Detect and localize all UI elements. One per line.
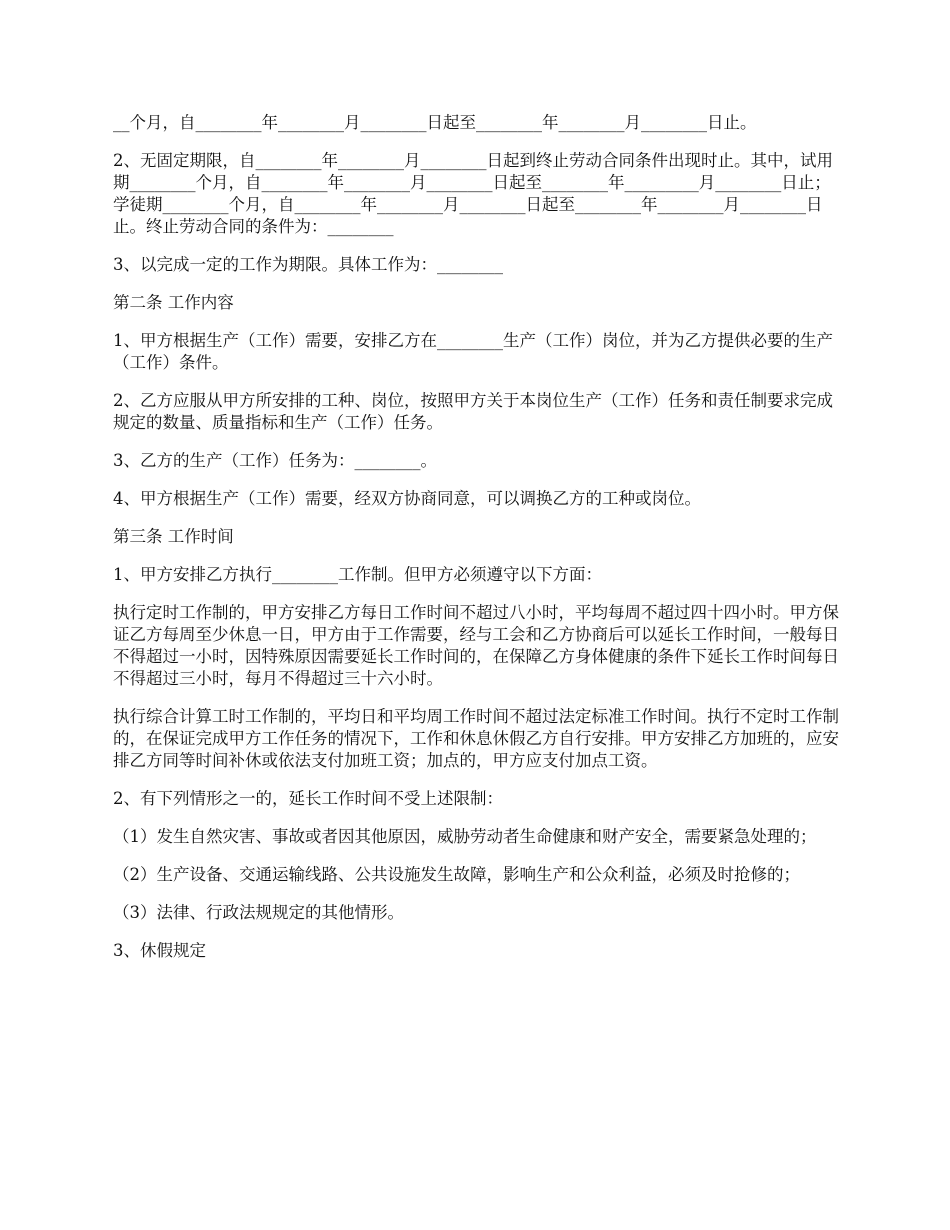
document-page (113, 112, 843, 978)
paragraph-working-hours-1: 1、甲方安排乙方执行________工作制。但甲方必须遵守以下方面： (113, 565, 602, 584)
paragraph-exception-1: （1）发生自然灾害、事故或者因其他原因，威胁劳动者生命健康和财产安全，需要紧急处理的； (113, 827, 817, 846)
paragraph-job-content-1: 1、甲方根据生产（工作）需要，安排乙方在________生产（工作）岗位，并为乙方提供必要的生产（工作）条件。 (113, 331, 833, 372)
paragraph-job-content-4: 4、甲方根据生产（工作）需要，经双方协商同意，可以调换乙方的工种或岗位。 (113, 489, 701, 508)
paragraph-comprehensive-hours: 执行综合计算工时工作制的，平均日和平均周工作时间不超过法定标准工作时间。执行不定时工作制的，在保证完成甲方工作任务的情况下，工作和休息休假乙方自行安排。甲方安排乙方加班的，应安排乙方同等时间补休或依法支付加班工资；加点的，甲方应支付加点工资。 (113, 707, 839, 770)
paragraph-leave-rules: 3、休假规定 (113, 941, 206, 960)
paragraph-job-content-2: 2、乙方应服从甲方所安排的工种、岗位，按照甲方关于本岗位生产（工作）任务和责任制要求完成规定的数量、质量指标和生产（工作）任务。 (113, 391, 833, 432)
paragraph-task-based-term: 3、以完成一定的工作为期限。具体工作为：________ (113, 255, 503, 274)
paragraph-job-content-3: 3、乙方的生产（工作）任务为：________。 (113, 451, 437, 470)
paragraph-exception-3: （3）法律、行政法规规定的其他情形。 (113, 903, 404, 922)
section-heading-working-hours: 第三条 工作时间 (113, 527, 234, 546)
paragraph-exceptions-intro: 2、有下列情形之一的，延长工作时间不受上述限制： (113, 789, 503, 808)
paragraph-open-ended-term: 2、无固定期限，自________年________月________日起到终止劳动合同条件出现时止。其中，试用期________个月，自________年________月________日起至________年_________月________日止；学徒期________个月，自________年________月________日起至________年________月________日止。终止劳动合同的条件为：________ (113, 151, 833, 236)
paragraph-term-months: __个月，自________年________月________日起至________年________月________日止。 (113, 113, 757, 132)
paragraph-fixed-hours: 执行定时工作制的，甲方安排乙方每日工作时间不超过八小时，平均每周不超过四十四小时。甲方保证乙方每周至少休息一日，甲方由于工作需要，经与工会和乙方协商后可以延长工作时间，一般每日不得超过一小时，因特殊原因需要延长工作时间的，在保障乙方身体健康的条件下延长工作时间每日不得超过三小时，每月不得超过三十六小时。 (113, 603, 839, 688)
paragraph-exception-2: （2）生产设备、交通运输线路、公共设施发生故障，影响生产和公众利益，必须及时抢修的； (113, 865, 800, 884)
section-heading-job-content: 第二条 工作内容 (113, 293, 234, 312)
